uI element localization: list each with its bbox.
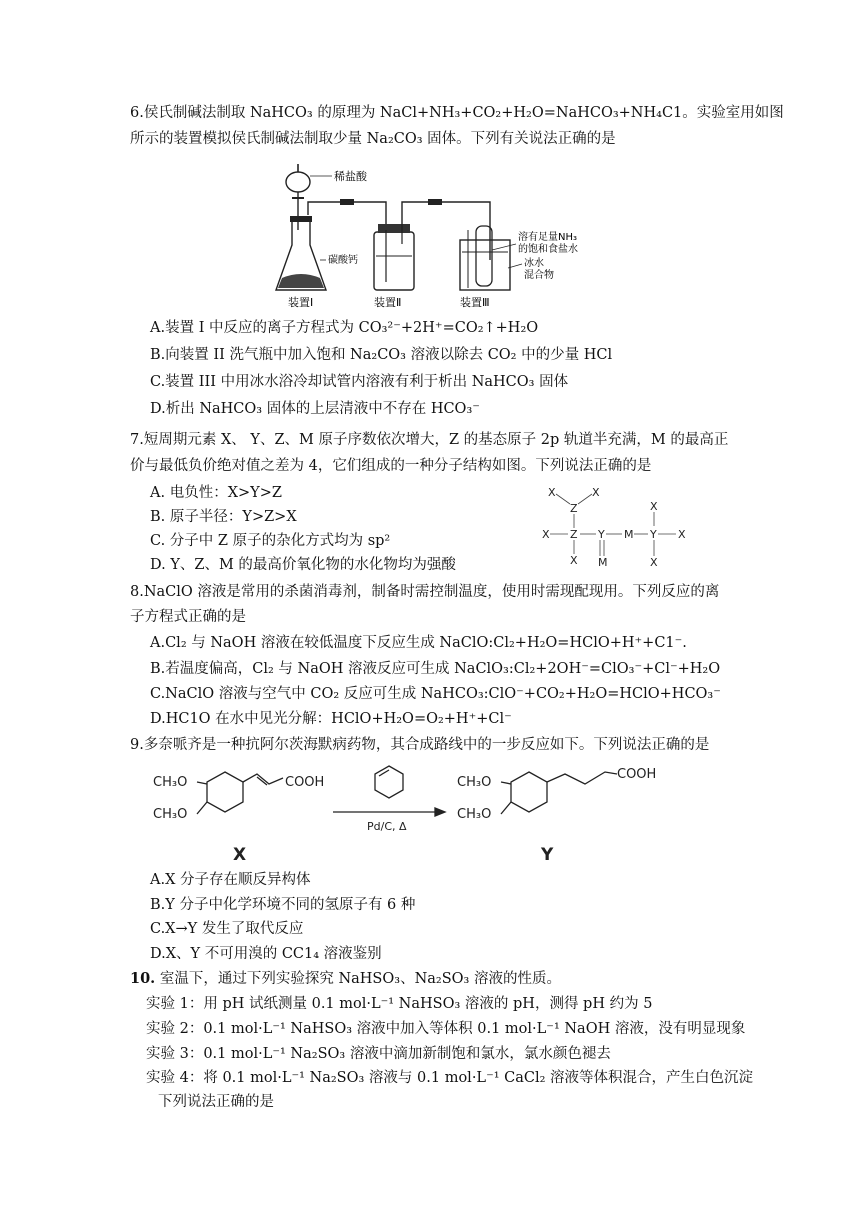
q10-experiment-2: 实验 2：0.1 mol·L⁻¹ NaHSO₃ 溶液中加入等体积 0.1 mol·L⁻¹ NaOH 溶液，没有明显现象 [146,1021,746,1037]
q7-option-d: D. Y、Z、M 的最高价氧化物的水化物均为强酸 [150,557,456,573]
q6-option-c: C.装置 III 中用冰水浴冷却试管内溶液有利于析出 NaHCO₃ 固体 [150,374,569,390]
q10-stem-row [130,969,561,989]
methoxy-x-1: CH₃O [153,775,188,790]
q6-option-d: D.析出 NaHCO₃ 固体的上层清液中不存在 HCO₃⁻ [150,401,480,417]
label-nh3-solution-1: 溶有足量NH₃ [518,232,578,243]
q7-stem-line1: 7.短周期元素 X、 Y、Z、M 原子序数依次增大，Z 的基态原子 2p 轨道半充满，M 的最高正 [130,432,729,448]
reaction-condition: Pd/C, Δ [367,820,407,833]
q8-option-b: B.若温度偏高，Cl₂ 与 NaOH 溶液反应可生成 NaClO₃:Cl₂+2OH⁻=ClO₃⁻+Cl⁻+H₂O [150,661,721,677]
label-ice-water-1: 冰水 [524,258,544,269]
q10-stem: 室温下，通过下列实验探究 NaHSO₃、Na₂SO₃ 溶液的性质。 [159,971,561,987]
atom-y: Y [598,528,605,541]
atom-x: X [542,528,550,541]
cooh-y: COOH [617,767,657,782]
label-ice-water-2: 混合物 [524,270,554,281]
q8-option-a: A.Cl₂ 与 NaOH 溶液在较低温度下反应生成 NaClO:Cl₂+H₂O=HClO+H⁺+C1⁻. [150,635,687,651]
methoxy-y-1: CH₃O [457,775,492,790]
atom-m: M [624,528,634,541]
q10-closing: 下列说法正确的是 [158,1094,274,1110]
label-dilute-hcl: 稀盐酸 [334,170,367,183]
q7-option-c: C. 分子中 Z 原子的杂化方式均为 sp² [150,533,391,549]
atom-x: X [678,528,686,541]
q9-option-a: A.X 分子存在顺反异构体 [150,872,311,888]
q7-molecule-structure [538,484,698,570]
q9-reaction-scheme [145,758,685,866]
label-device-1: 装置Ⅰ [288,296,314,309]
atom-m: M [598,556,608,569]
atom-y: Y [650,528,657,541]
methoxy-x-2: CH₃O [153,807,188,822]
atom-x: X [650,500,658,513]
q9-stem: 9.多奈哌齐是一种抗阿尔茨海默病药物，其合成路线中的一步反应如下。下列说法正确的是 [130,737,710,753]
q6-option-b: B.向装置 II 洗气瓶中加入饱和 Na₂CO₃ 溶液以除去 CO₂ 中的少量 HCl [150,347,613,363]
label-y: Y [541,845,554,865]
q8-stem-line1: 8.NaClO 溶液是常用的杀菌消毒剂，制备时需控制温度，使用时需现配现用。下列反应的离 [130,584,720,600]
label-nh3-solution-2: 的饱和食盐水 [518,244,578,255]
q10-experiment-4: 实验 4：将 0.1 mol·L⁻¹ Na₂SO₃ 溶液与 0.1 mol·L⁻¹ CaCl₂ 溶液等体积混合，产生白色沉淀 [146,1070,754,1086]
q9-option-b: B.Y 分子中化学环境不同的氢原子有 6 种 [150,897,416,913]
q10-experiment-3: 实验 3：0.1 mol·L⁻¹ Na₂SO₃ 溶液中滴加新制饱和氯水，氯水颜色褪去 [146,1046,611,1062]
label-device-2: 装置Ⅱ [374,296,402,309]
q8-stem-line2: 子方程式正确的是 [130,609,246,625]
q9-option-c: C.X→Y 发生了取代反应 [150,921,304,937]
label-caco3: 碳酸钙 [328,255,358,266]
q9-option-d: D.X、Y 不可用溴的 CC1₄ 溶液鉴别 [150,946,382,962]
atom-x: X [592,486,600,499]
atom-z: Z [570,502,578,515]
q8-option-c: C.NaClO 溶液与空气中 CO₂ 反应可生成 NaHCO₃:ClO⁻+CO₂+H₂O=HClO+HCO₃⁻ [150,686,721,702]
q6-apparatus-figure [268,160,598,310]
atom-z: Z [570,528,578,541]
q6-stem-line1: 6.侯氏制碱法制取 NaHCO₃ 的原理为 NaCl+NH₃+CO₂+H₂O=NaHCO₃+NH₄C1。实验室用如图 [130,105,784,121]
atom-x: X [650,556,658,569]
cooh-x: COOH [285,775,325,790]
atom-x: X [548,486,556,499]
methoxy-y-2: CH₃O [457,807,492,822]
q7-option-b: B. 原子半径：Y>Z>X [150,509,297,525]
atom-x: X [570,554,578,567]
q10-experiment-1: 实验 1：用 pH 试纸测量 0.1 mol·L⁻¹ NaHSO₃ 溶液的 pH，测得 pH 约为 5 [146,996,653,1012]
q6-option-a: A.装置 I 中反应的离子方程式为 CO₃²⁻+2H⁺=CO₂↑+H₂O [150,320,539,336]
q7-option-a: A. 电负性：X>Y>Z [150,485,282,501]
label-device-3: 装置Ⅲ [460,296,490,309]
label-x: X [233,845,247,865]
q10-number: 10. [130,970,156,987]
q8-option-d: D.HC1O 在水中见光分解：HClO+H₂O=O₂+H⁺+Cl⁻ [150,711,512,727]
q7-stem-line2: 价与最低负价绝对值之差为 4，它们组成的一种分子结构如图。下列说法正确的是 [130,458,652,474]
q6-stem-line2: 所示的装置模拟侯氏制碱法制取少量 Na₂CO₃ 固体。下列有关说法正确的是 [130,131,616,147]
